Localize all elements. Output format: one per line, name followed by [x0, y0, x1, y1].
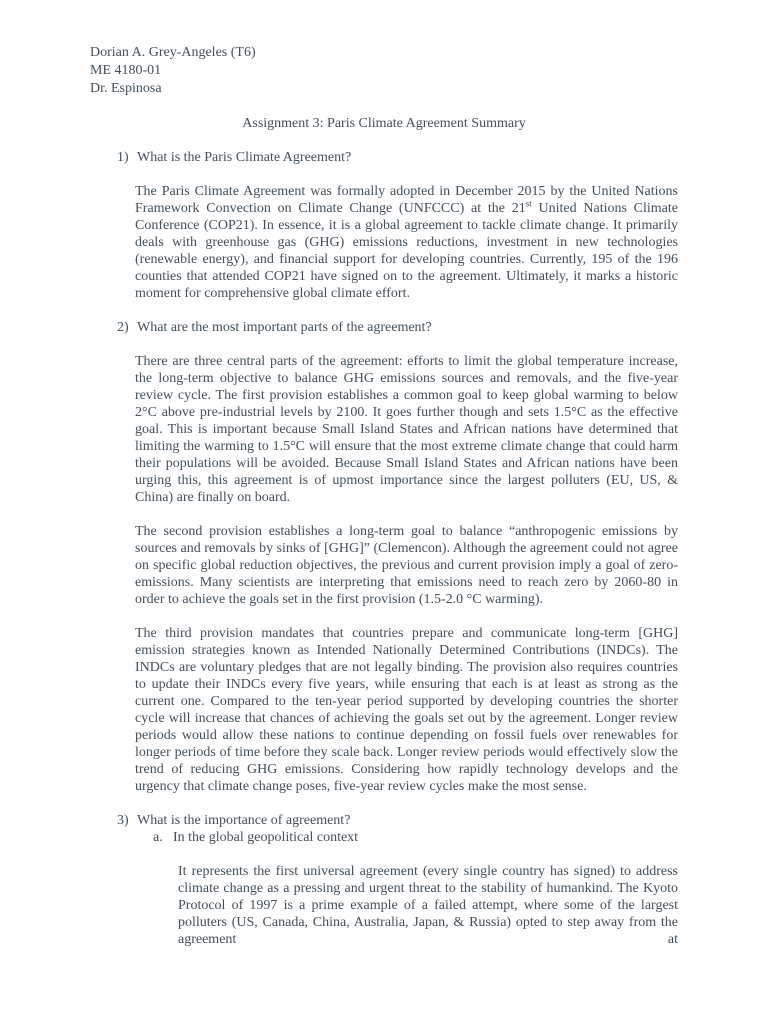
question-2-text: What are the most important parts of the agreement?	[137, 320, 432, 335]
student-header	[90, 44, 678, 98]
subitem-a-letter: a.	[153, 830, 163, 845]
question-2-number: 2)	[117, 320, 129, 335]
course-code: ME 4180-01	[90, 63, 162, 78]
answer-1-paragraph	[135, 183, 678, 302]
ordinal-superscript: st	[525, 198, 532, 209]
question-3	[90, 812, 678, 829]
answer-2-paragraph-2: The second provision establishes a long-term goal to balance “anthropogenic emissions by sources and removals by sinks of [GHG]” (Clemencon). Although the agreement could not agree on specific global reduction objectives, the previous and current provision imply a goal of zero-emissions. Many scientists are interpreting that emissions need to reach zero by 2060-80 in order to achieve the goals set in the first provision (1.5-2.0 °C warming).	[135, 524, 678, 607]
question-1-text: What is the Paris Climate Agreement?	[137, 150, 352, 165]
question-1-number: 1)	[117, 150, 129, 165]
answer-3a-paragraph: It represents the first universal agreement (every single country has signed) to address climate change as a pressing and urgent threat to the stability of humankind. The Kyoto Protocol of 1997 is a prime example of a failed attempt, where some of the largest polluters (US, Canada, China, Australia, Japan, & Russia) opted to step away from the agreement at	[178, 864, 678, 947]
question-2	[90, 319, 678, 336]
assignment-title: Assignment 3: Paris Climate Agreement Summary	[242, 116, 526, 131]
instructor-name: Dr. Espinosa	[90, 81, 162, 96]
question-3-subitem-a	[90, 829, 678, 846]
question-3-text: What is the importance of agreement?	[137, 813, 351, 828]
student-name: Dorian A. Grey-Angeles (T6)	[90, 45, 256, 60]
subitem-a-heading: In the global geopolitical context	[173, 830, 359, 845]
answer-1-text-after-superscript: United Nations Climate Conference (COP21). In essence, it is a global agreement to tackle climate change. It primarily deals with greenhouse gas (GHG) emissions reductions, investment in new technologies (renewable energy), and financial support for developing countries. Currently, 195 of the 196 counties that attended COP21 have signed on to the agreement. Ultimately, it marks a historic moment for comprehensive global climate effort.	[135, 201, 678, 301]
question-1	[90, 149, 678, 166]
answer-2-paragraph-3: The third provision mandates that countries prepare and communicate long-term [GHG] emission strategies known as Intended Nationally Determined Contributions (INDCs). The INDCs are voluntary pledges that are not legally binding. The provision also requires countries to update their INDCs every five years, while ensuring that each is at least as strong as the current one. Compared to the ten-year period supported by developing countries the shorter cycle will increase that chances of achieving the goals set out by the agreement. Longer review periods would allow these nations to continue depending on fossil fuels over renewables for longer periods of time before they scale back. Longer review periods would effectively slow the trend of reducing GHG emissions. Considering how rapidly technology develops and the urgency that climate change poses, five-year review cycles make the most sense.	[135, 626, 678, 794]
answer-1-text-before-superscript: The Paris Climate Agreement was formally adopted in December 2015 by the United Nations Framework Convection on Climate Change (UNFCCC) at the 21	[135, 184, 678, 216]
question-3-number: 3)	[117, 813, 129, 828]
answer-2-paragraph-1: There are three central parts of the agreement: efforts to limit the global temperature increase, the long-term objective to balance GHG emissions sources and removals, and the five-year review cycle. The first provision establishes a common goal to keep global warming to below 2°C above pre-industrial levels by 2100. It goes further though and sets 1.5°C as the effective goal. This is important because Small Island States and African nations have determined that limiting the warming to 1.5°C will ensure that the most extreme climate change that could harm their populations will be avoided. Because Small Island States and African nations have been urging this, this agreement is of upmost importance since the largest polluters (EU, US, & China) are finally on board.	[135, 354, 678, 505]
